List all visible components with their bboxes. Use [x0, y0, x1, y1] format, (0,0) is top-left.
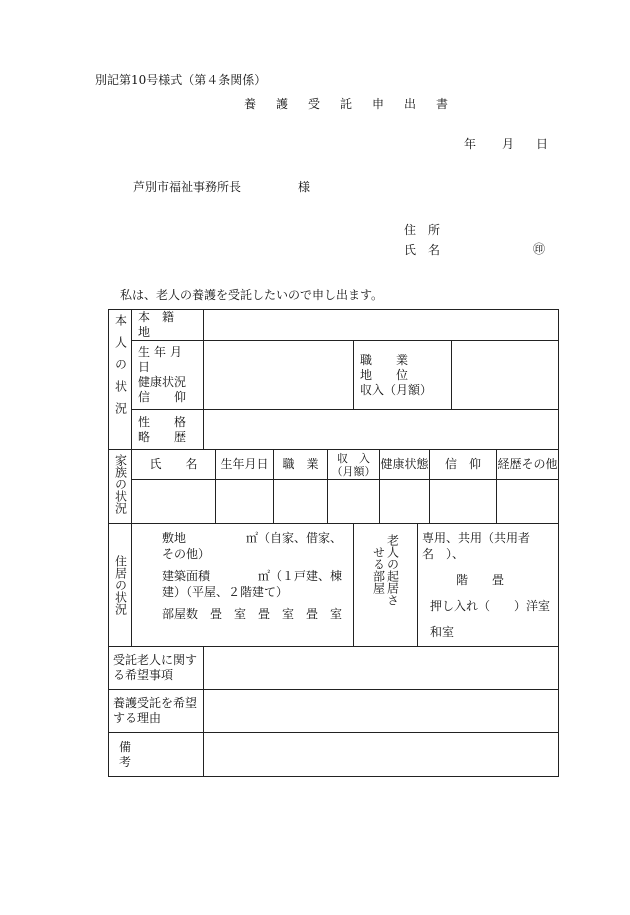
- date-year: 年: [464, 137, 477, 151]
- page-title: 養 護 受 託 申 出 書: [244, 97, 453, 111]
- application-form-table: [108, 309, 559, 777]
- addressee-office: 芦別市福祉事務所長: [133, 180, 242, 194]
- section-person-label: 本人の状況: [109, 310, 132, 450]
- family-religion-field[interactable]: [430, 480, 497, 524]
- date-day: 日: [536, 137, 549, 151]
- remarks-label: 備 考: [109, 733, 204, 777]
- family-header-name: 氏 名: [132, 450, 216, 480]
- family-health-field[interactable]: [380, 480, 430, 524]
- family-income-field[interactable]: [328, 480, 380, 524]
- elder-room-details: 専用、共用（共用者名 ）、 階 畳 押し入れ（ ）洋室 和室: [418, 524, 559, 647]
- section-residence-label: 住居の状況: [109, 524, 132, 647]
- family-occupation-field[interactable]: [274, 480, 328, 524]
- elder-room-label: 老人の起居させる部屋: [354, 524, 418, 647]
- wishes-label: 受託老人に関する希望事項: [109, 647, 204, 690]
- occupation-position-income-labels: 職 業 地 位 収入（月額）: [354, 341, 452, 410]
- form-number: 別記第10号様式（第４条関係）: [95, 73, 267, 87]
- character-history-field[interactable]: [204, 410, 559, 450]
- domicile-label: 本 籍 地: [132, 310, 204, 341]
- reason-label: 養護受託を希望する理由: [109, 690, 204, 733]
- character-history-labels: 性 格 略 歴: [132, 410, 204, 450]
- birth-health-religion-labels: 生年月日 健康状況 信 仰: [132, 341, 204, 410]
- occupation-position-income-field[interactable]: [452, 341, 559, 410]
- family-header-income: 収 入（月額）: [328, 450, 380, 480]
- residence-details: 敷地 ㎡（自家、借家、その他） 建築面積 ㎡（１戸建、棟建）（平屋、２階建て） 部屋数 畳 室 畳 室 畳 室: [132, 524, 354, 647]
- family-header-health: 健康状態: [380, 450, 430, 480]
- family-history-field[interactable]: [497, 480, 559, 524]
- seal-mark: ㊞: [533, 242, 546, 256]
- addressee-honorific: 様: [298, 180, 311, 194]
- family-header-history: 経歴その他: [497, 450, 559, 480]
- domicile-field[interactable]: [204, 310, 559, 341]
- family-birth-field[interactable]: [216, 480, 274, 524]
- date-month: 月: [502, 137, 515, 151]
- birth-health-religion-field[interactable]: [204, 341, 354, 410]
- family-header-birth: 生年月日: [216, 450, 274, 480]
- section-family-label: 家族の状況: [109, 450, 132, 524]
- reason-field[interactable]: [204, 690, 559, 733]
- family-header-occupation: 職 業: [274, 450, 328, 480]
- family-header-religion: 信 仰: [430, 450, 497, 480]
- family-name-field[interactable]: [132, 480, 216, 524]
- address-label: 住 所: [404, 223, 441, 237]
- name-label: 氏 名: [404, 243, 441, 257]
- statement: 私は、老人の養護を受託したいので申し出ます。: [120, 288, 384, 302]
- remarks-field[interactable]: [204, 733, 559, 777]
- wishes-field[interactable]: [204, 647, 559, 690]
